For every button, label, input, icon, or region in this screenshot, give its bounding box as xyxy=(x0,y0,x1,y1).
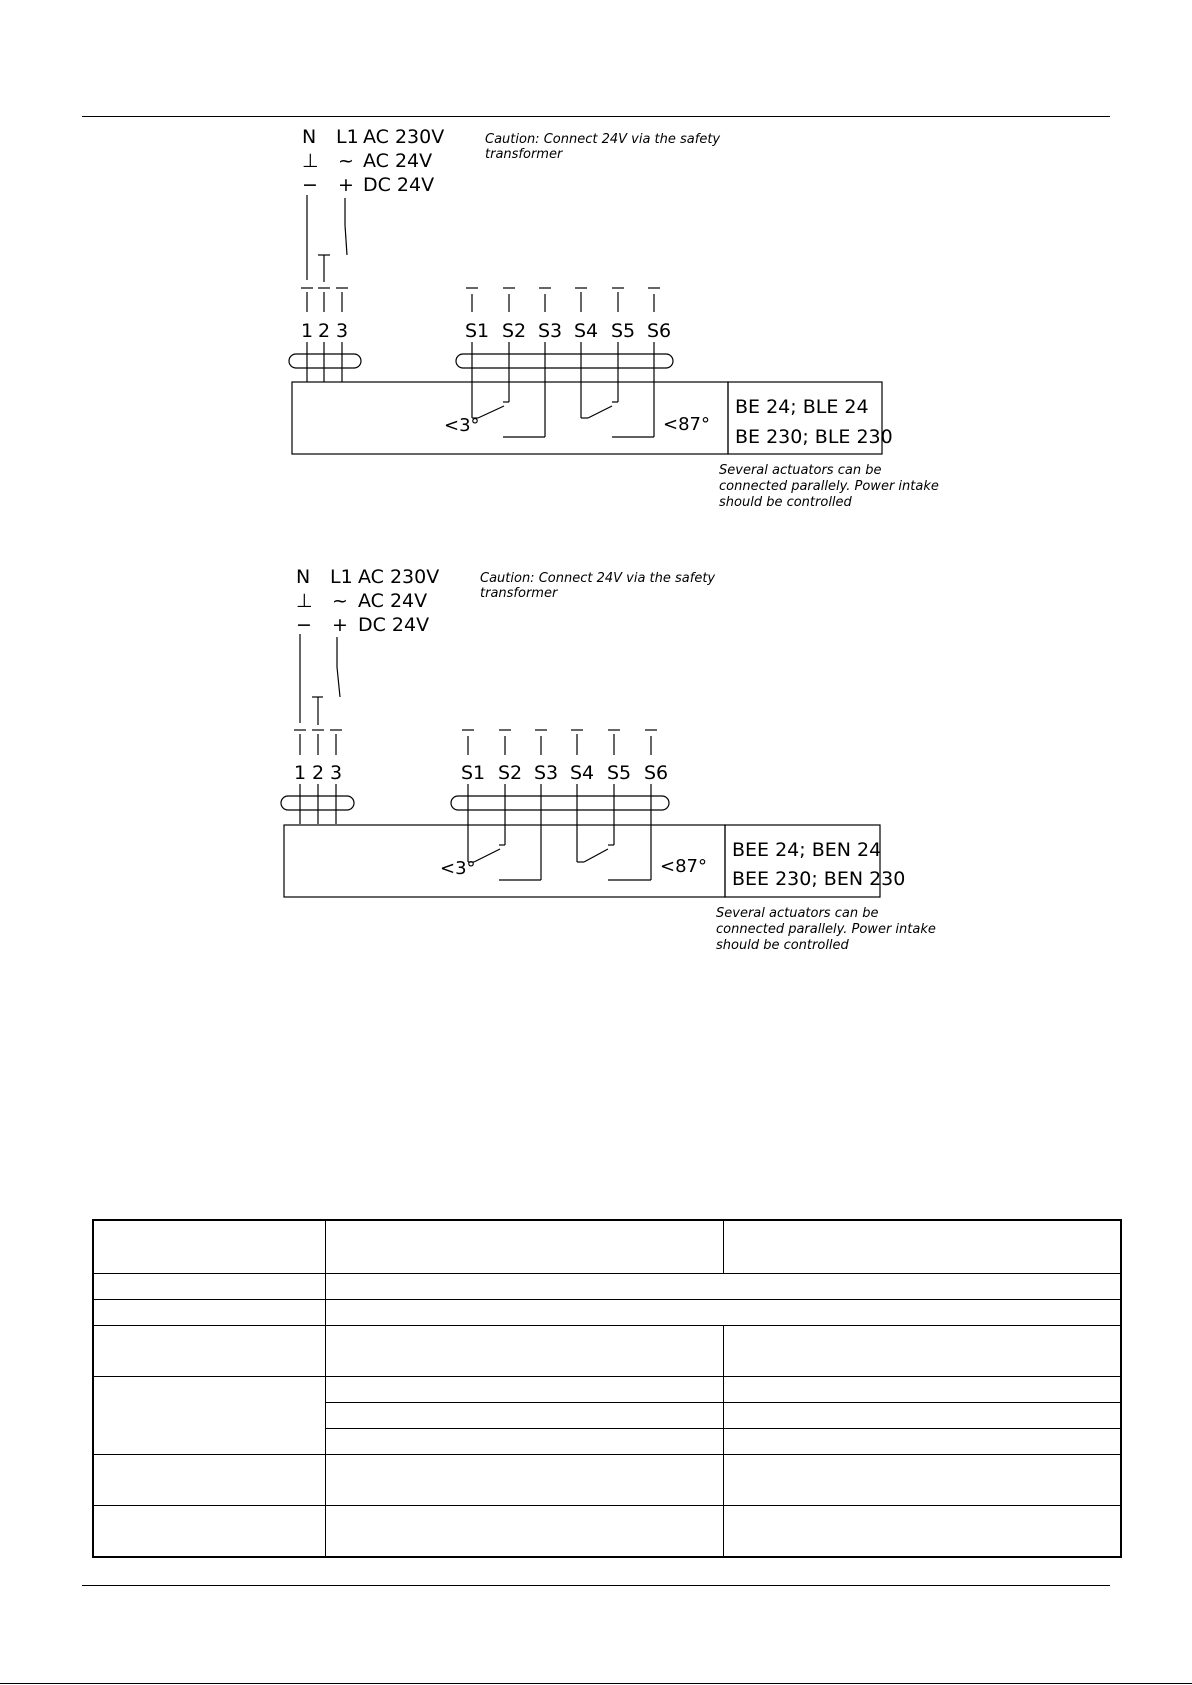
parallel-note-line-3: should be controlled xyxy=(719,495,852,510)
caution-note-line-1: Caution: Connect 24V via the safety xyxy=(480,571,716,586)
switch-terminal-s1-label: S1 xyxy=(461,762,486,784)
table-cell xyxy=(325,1300,1121,1326)
switch-terminal-s5-label: S5 xyxy=(607,762,632,784)
table-row xyxy=(93,1326,1121,1377)
angle-low-label: <3° xyxy=(440,858,476,879)
table-cell xyxy=(325,1326,723,1377)
model-label-230: BE 230; BLE 230 xyxy=(735,426,893,448)
model-label-230: BEE 230; BEN 230 xyxy=(732,868,906,890)
table-cell xyxy=(93,1220,325,1274)
supply-ac24-label: AC 24V xyxy=(358,590,428,612)
table-row xyxy=(93,1300,1121,1326)
table-cell xyxy=(93,1300,325,1326)
parallel-note-line-2: connected parallely. Power intake xyxy=(716,922,936,937)
table-cell xyxy=(723,1326,1121,1377)
parallel-note-line-1: Several actuators can be xyxy=(719,463,882,478)
supply-tilde-symbol: ~ xyxy=(332,590,348,612)
switch-terminal-s6-label: S6 xyxy=(647,320,672,342)
supply-plus-symbol: + xyxy=(332,614,348,636)
model-label-24: BEE 24; BEN 24 xyxy=(732,839,882,861)
caution-note-line-2: transformer xyxy=(480,586,558,601)
angle-high-label: <87° xyxy=(663,414,710,435)
switch-terminal-s6-label: S6 xyxy=(644,762,669,784)
table-cell xyxy=(325,1377,723,1403)
table-cell xyxy=(93,1455,325,1506)
terminal-1-label: 1 xyxy=(301,320,314,342)
parallel-note-line-2: connected parallely. Power intake xyxy=(719,479,939,494)
switch-terminal-s1-label: S1 xyxy=(465,320,490,342)
table-cell xyxy=(723,1455,1121,1506)
table-row xyxy=(93,1377,1121,1403)
terminal-3-label: 3 xyxy=(330,762,343,784)
wiring-diagram-2 xyxy=(0,552,1192,952)
table-cell xyxy=(93,1506,325,1558)
supply-n-label: N xyxy=(302,126,317,148)
switch-terminal-s4-label: S4 xyxy=(574,320,599,342)
footer-rule xyxy=(82,1585,1110,1586)
table-cell xyxy=(93,1377,325,1455)
model-label-24: BE 24; BLE 24 xyxy=(735,396,869,418)
table-cell xyxy=(93,1274,325,1300)
switch-terminal-s4-label: S4 xyxy=(570,762,595,784)
supply-n-label: N xyxy=(296,566,311,588)
switch-terminal-s3-label: S3 xyxy=(534,762,559,784)
table-row xyxy=(93,1220,1121,1274)
supply-minus-symbol: − xyxy=(296,614,312,636)
supply-ground-symbol: ⊥ xyxy=(296,590,313,612)
switch-terminal-s2-label: S2 xyxy=(498,762,523,784)
terminal-2-label: 2 xyxy=(312,762,325,784)
table-cell xyxy=(325,1274,1121,1300)
table-row xyxy=(93,1455,1121,1506)
supply-ac24-label: AC 24V xyxy=(363,150,433,172)
table-cell xyxy=(723,1377,1121,1403)
table-cell xyxy=(723,1403,1121,1429)
parallel-note-line-3: should be controlled xyxy=(716,938,849,953)
specification-table xyxy=(92,1219,1122,1558)
table-cell xyxy=(325,1429,723,1455)
supply-l1-label: L1 xyxy=(336,126,359,148)
supply-dc24-label: DC 24V xyxy=(363,174,435,196)
switch-terminal-s5-label: S5 xyxy=(611,320,636,342)
switch-terminal-s3-label: S3 xyxy=(538,320,563,342)
angle-high-label: <87° xyxy=(660,856,707,877)
angle-low-label: <3° xyxy=(444,415,480,436)
page-bottom-edge xyxy=(0,1683,1192,1684)
supply-plus-symbol: + xyxy=(338,174,354,196)
caution-note-line-1: Caution: Connect 24V via the safety xyxy=(485,132,721,147)
table-cell xyxy=(723,1429,1121,1455)
table-row xyxy=(93,1506,1121,1558)
table-cell xyxy=(723,1506,1121,1558)
table-cell xyxy=(723,1220,1121,1274)
table-cell xyxy=(325,1455,723,1506)
supply-ac230-label: AC 230V xyxy=(363,126,445,148)
wiring-diagram-1 xyxy=(0,110,1192,510)
table-row xyxy=(93,1274,1121,1300)
switch-terminal-s2-label: S2 xyxy=(502,320,527,342)
supply-ac230-label: AC 230V xyxy=(358,566,440,588)
terminal-2-label: 2 xyxy=(318,320,331,342)
table-cell xyxy=(93,1326,325,1377)
supply-l1-label: L1 xyxy=(330,566,353,588)
supply-dc24-label: DC 24V xyxy=(358,614,430,636)
table-cell xyxy=(325,1506,723,1558)
supply-tilde-symbol: ~ xyxy=(338,150,354,172)
supply-minus-symbol: − xyxy=(302,174,318,196)
supply-ground-symbol: ⊥ xyxy=(302,150,319,172)
terminal-1-label: 1 xyxy=(294,762,307,784)
parallel-note-line-1: Several actuators can be xyxy=(716,906,879,921)
caution-note-line-2: transformer xyxy=(485,147,563,162)
terminal-3-label: 3 xyxy=(336,320,349,342)
table-cell xyxy=(325,1220,723,1274)
table-cell xyxy=(325,1403,723,1429)
